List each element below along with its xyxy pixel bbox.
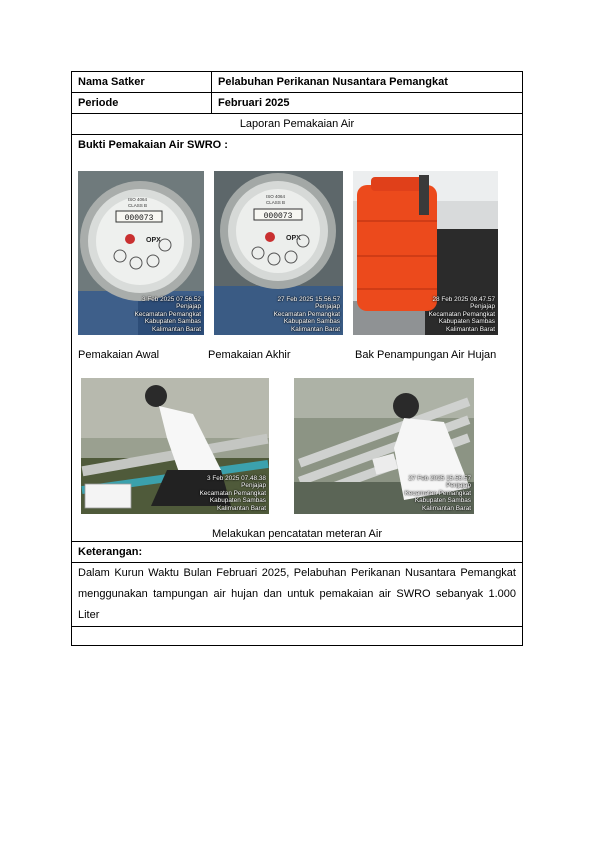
svg-text:ISO 4064: ISO 4064: [266, 194, 286, 199]
notes-heading-row: [72, 542, 522, 563]
svg-text:CLASS B: CLASS B: [128, 203, 148, 208]
photo-timestamp: 27 Feb 2025 15.56.57 Penjajap Kecamatan Pemangkat Kabupaten Sambas Kalimantan Barat: [273, 295, 340, 333]
svg-text:OPX: OPX: [286, 235, 301, 242]
report-table: [71, 71, 523, 646]
caption-pencatatan: Melakukan pencatatan meteran Air: [212, 528, 382, 540]
notes-text: Dalam Kurun Waktu Bulan Februari 2025, Pelabuhan Perikanan Nusantara Pemangkat menggunakan tampungan air hujan dan untuk pemakaian air SWRO sebanyak 1.000 Liter: [78, 567, 516, 621]
photo-timestamp: 3 Feb 2025 07.48.38 Penjajap Kecamatan Pemangkat Kabupaten Sambas Kalimantan Barat: [199, 474, 266, 512]
photo-meter-akhir: [214, 171, 343, 335]
caption-pemakaian-awal: Pemakaian Awal: [78, 349, 160, 361]
empty-row: [72, 627, 522, 646]
report-title: Laporan Pemakaian Air: [239, 118, 355, 130]
periode-value: Februari 2025: [218, 97, 290, 109]
satker-value: Pelabuhan Perikanan Nusantara Pemangkat: [218, 76, 448, 88]
evidence-section: [72, 135, 522, 542]
caption-bak-penampungan: Bak Penampungan Air Hujan: [355, 349, 497, 361]
photo-meter-reading-2: [294, 378, 474, 514]
periode-row: [72, 93, 522, 114]
svg-text:OPX: OPX: [146, 237, 161, 244]
photo-meter-reading-1: [81, 378, 269, 514]
notes-body-row: [72, 563, 522, 627]
photo-rain-tank: [353, 171, 498, 335]
svg-text:CLASS B: CLASS B: [266, 200, 286, 205]
photo-timestamp: 28 Feb 2025 08.47.57 Penjajap Kecamatan Pemangkat Kabupaten Sambas Kalimantan Barat: [428, 295, 495, 333]
report-title-row: [72, 114, 522, 135]
periode-label: Periode: [78, 97, 119, 109]
photo-timestamp: 3 Feb 2025 07.56.52 Penjajap Kecamatan Pemangkat Kabupaten Sambas Kalimantan Barat: [134, 295, 201, 333]
notes-heading: Keterangan:: [78, 546, 143, 558]
satker-label: Nama Satker: [78, 76, 145, 88]
svg-text:ISO 4064: ISO 4064: [128, 197, 148, 202]
caption-pemakaian-akhir: Pemakaian Akhir: [208, 349, 291, 361]
evidence-heading: Bukti Pemakaian Air SWRO :: [78, 139, 228, 151]
svg-text:000073: 000073: [124, 214, 154, 223]
svg-text:000073: 000073: [263, 212, 293, 221]
photo-meter-awal: [78, 171, 204, 335]
photo-timestamp: 27 Feb 2025 15.56.57 Penjajap Kecamatan Pemangkat Kabupaten Sambas Kalimantan Barat: [404, 474, 471, 512]
satker-row: [72, 72, 522, 93]
